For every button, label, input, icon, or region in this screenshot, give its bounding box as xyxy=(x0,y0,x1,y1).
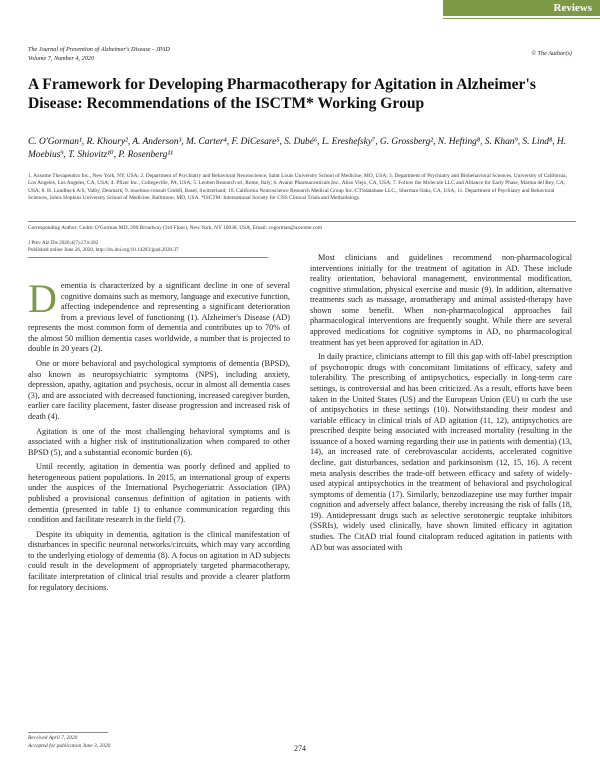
paragraph: One or more behavioral and psychological symptoms of dementia (BPSD), also known as neuropsychiatric symptoms (NPS), including anxiety, depression, apathy, agitation and psychosis, occur in almost all dementia cases (3), and are associated with decreased functioning, increased caregiver burden, earlier care facility placement, faster disease progression and increased risk of death (4). xyxy=(28,359,290,421)
footnote-rule xyxy=(28,732,108,733)
copyright: © The Author(s) xyxy=(531,50,572,57)
paragraph: Most clinicians and guidelines recommend non-pharmacological interventions initially for the treatment of agitation in AD. These include reality orientation, behavioral management, environmental modification, cognitive stimulation, physical exercise and music (9). In addition, alternative treatments such as massage, aromatherapy and animal assisted-therapy have shown some benefit. When non-pharmacological approaches fail pharmacological interventions are frequently sought. While there are several approved medications for cognitive symptoms in AD, no pharmacological treatment has yet been approved for agitation in AD. xyxy=(310,253,572,347)
section-label: Reviews xyxy=(443,0,600,16)
corresponding-author: Corresponding Author: Cedric O'Gorman MD, 200 Broadway (3rd Floor), New York, NY 10038, USA, Email: cogorman@axsome.com xyxy=(28,225,323,231)
divider xyxy=(28,221,576,222)
page-number: 274 xyxy=(294,744,306,753)
journal-name: The Journal of Prevention of Alzheimer's Disease - JPAD xyxy=(28,46,170,53)
right-column xyxy=(310,253,572,557)
paragraph: In daily practice, clinicians attempt to fill this gap with off-label prescription of psychotropic drugs with concomitant limitations of efficacy, safety and tolerability. The prescribing of antipsychotics, especially in long-term care settings, is controversial and has been criticized. As a result, efforts have been taken in the United States (US) and the European Union (EU) to curb the use of antipsychotics in these settings (10). Notwithstanding their modest and variable efficacy in clinical trials of AD agitation (11, 12), antipsychotics are prescribed despite being associated with increased mortality (resulting in the issuance of a boxed warning regarding their use in patients with dementia) (13, 14), an increased rate of cerebrovascular accidents, accelerated cognitive decline, gait disturbances, sedation and parkinsonism (12, 15, 16). A recent meta analysis describes the trade-off between efficacy and safety of widely-used atypical antipsychotics in the treatment of behavioral and psychological symptoms of dementia (17). Similarly, benzodiazepine use may further impair cognition and adversely affect balance, thereby increasing the risk of falls (18, 19). Antidepressant drugs such as selective serotonergic reuptake inhibitors (SSRIs), widely used clinically, have shown limited efficacy in agitation studies. The CitAD trial found citalopram reduced agitation in patients with AD but was associated with xyxy=(310,352,572,552)
journal-volume: Volume 7, Number 4, 2020 xyxy=(28,54,94,62)
accepted-date: Accepted for publication June 3, 2020 xyxy=(28,742,111,749)
received-date: Received April 7, 2020 xyxy=(28,735,78,741)
author-list: C. O'Gorman¹, R. Khoury², A. Anderson³, M. Carter⁴, F. DiCesare⁵, S. Dubé⁶, L. Ereshefsky⁷, G. Grossberg², N. Hefting⁸, S. Khan⁹, S. Lind⁸, H. Moebius⁹, T. Shiovitz¹⁰, P. Rosenberg¹¹ xyxy=(28,137,567,161)
affiliations: 1. Axsome Therapeutics Inc., New York, NY, USA; 2. Department of Psychiatry and Behavioral Neuroscience, Saint Louis University School of Medicine, MO, USA; 3. Department of Psychiatry and Biobehavioral Sciences, University of California, Los Angeles, Los Angeles, CA, USA; 4. Pfizer Inc., Collegeville, PA, USA; 5. Leoben Research srl, Rome, Italy; 6. Avanir Pharmaceuticals Inc., Aliso Viejo, CA, USA; 7. Follow the Molecule LLC and Alliance for Early Phase, Marina del Rey, CA, USA; 8. H. Lundbeck A/S, Valby, Denmark; 9. moebius-consult GmbH, Basel, Switzerland; 10. California Neuroscience Research Medical Group Inc./CTSdatabase LLC., Sherman Oaks, CA, USA; 11. Department of Psychiatry and Behavioral Sciences, Johns Hopkins University School of Medicine, Baltimore, MD, USA. *ISCTM: International Society for CNS Clinical Trials and Methodology. xyxy=(28,173,567,201)
header-rule xyxy=(443,18,600,19)
article-title: A Framework for Developing Pharmacotherapy for Agitation in Alzheimer's Disease: Recommendations of the ISCTM* Working Group xyxy=(28,76,536,112)
drop-cap: D xyxy=(28,276,57,321)
doi-line: Published online June 26, 2020, http://dx.doi.org/10.14283/jpad.2020.37 xyxy=(28,246,179,253)
paragraph: Dementia is characterized by a significant decline in one of several cognitive domains such as memory, language and executive function, affecting independence and representing a significant deterioration from a previous level of functioning (1). Alzheimer's Disease (AD) represents the most common form of dementia and contributes up to 70% of the almost 50 million dementia cases worldwide, a number that is projected to double in 20 years (2). xyxy=(28,276,290,354)
left-column xyxy=(28,276,290,597)
citation: J Prev Alz Dis 2020;4(7):274-282 xyxy=(28,240,99,246)
paragraph: Agitation is one of the most challenging behavioral symptoms and is associated with a higher risk of institutionalization when compared to other BPSD (5), and a substantial economic burden (6). xyxy=(28,426,290,457)
paragraph: Despite its ubiquity in dementia, agitation is the clinical manifestation of disturbances in specific neuronal networks/circuits, which may vary according to the underlying etiology of dementia (8). A focus on agitation in AD subjects could result in the development of appropriately targeted pharmacotherapy, facilitate interpretation of clinical trial results and provide a clearer platform for regulatory decisions. xyxy=(28,529,290,592)
divider xyxy=(28,257,268,258)
citation-block xyxy=(28,240,576,254)
paragraph: Until recently, agitation in dementia was poorly defined and applied to heterogeneous patient populations. In 2015, an international group of experts under the auspices of the International Psychogeriatric Association (IPA) published a provisional consensus definition of agitation in patients with dementia (presented in table 1) to enhance communication regarding this condition and facilitate research in the field (7). xyxy=(28,462,290,525)
journal-info xyxy=(28,46,170,63)
